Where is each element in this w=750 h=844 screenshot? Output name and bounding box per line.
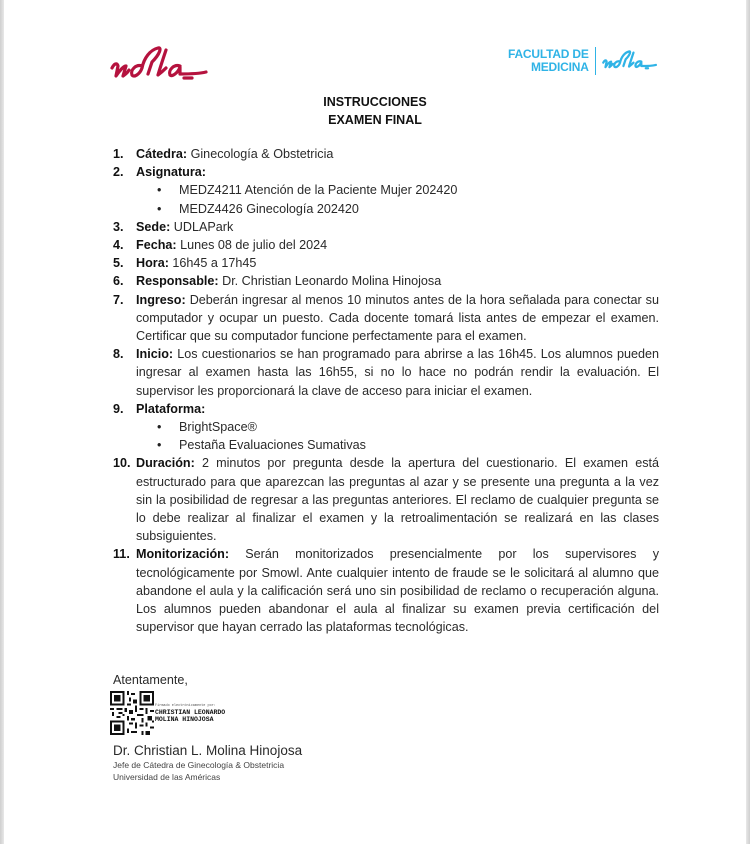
signer-block: [113, 742, 302, 783]
instructions-list: [113, 145, 659, 636]
asignatura-bullets: [113, 181, 659, 217]
item-plataforma: 9. Plataforma:: [113, 401, 206, 416]
signer-name: Dr. Christian L. Molina Hinojosa: [113, 743, 303, 758]
closing-salutation: Atentamente,: [113, 673, 188, 687]
item-asignatura: 2. Asignatura:: [113, 165, 206, 180]
item-responsable: 6. Responsable: Dr. Christian Leonardo Molina Hinojosa: [113, 274, 442, 289]
item-fecha: 4. Fecha: Lunes 08 de julio del 2024: [113, 238, 328, 253]
item-monitorizacion: 11. Monitorización: Serán monitorizados presencialmente por los supervisores y tecnológicamente por Smowl. Ante cualquier intento de fraude se le solicitará al alumno que abandone el aula y la calificación será uno sin posibilidad de reclamo o recuperación alguna. Los alumnos pueden abandonar el aula al finalizar su examen previa certificación del supervisor que hayan cerrado las plataformas tecnológicas.: [113, 547, 659, 635]
signer-institution: Universidad de las Américas: [113, 772, 221, 782]
facultad-medicina-logo: [508, 44, 657, 78]
item-inicio: 8. Inicio: Los cuestionarios se han programado para abrirse a las 16h45. Los alumnos pueden ingresar al examen hasta las 16h55, si no lo hace no podrán rendir la evaluación. El supervisor les proporcionará la clave de acceso para iniciar el examen.: [113, 347, 659, 398]
plataforma-bullets: [113, 418, 659, 454]
logo-divider: [595, 47, 596, 75]
udla-logo-icon: [601, 47, 657, 75]
signer-role: Jefe de Cátedra de Ginecología & Obstetricia: [113, 760, 285, 770]
list-item: • MEDZ4426 Ginecología 202420: [113, 200, 659, 218]
qr-code-icon: [110, 691, 154, 735]
item-ingreso: 7. Ingreso: Deberán ingresar al menos 10 minutos antes de la hora señalada para conectar su computador y ocupar un puesto. Cada docente tomará lista antes de empezar el examen. Certificar que su computador funcione perfectamente para el examen.: [113, 292, 659, 344]
list-item: • BrightSpace®: [113, 418, 659, 436]
item-duracion: 10. Duración: 2 minutos por pregunta desde la apertura del cuestionario. El examen está estructurado para que aparezcan las preguntas al azar y se presente una pregunta a la vez sin la posibilidad de regresar a las preguntas anteriores. El reclamo de cualquier pregunta se lo debe realizar al finalizar el examen y la retroalimentación se realizará en las clases subsiguientes.: [113, 456, 659, 544]
electronic-signature: [110, 691, 225, 735]
list-item: • Pestaña Evaluaciones Sumativas: [113, 436, 659, 454]
item-hora: 5. Hora: 16h45 a 17h45: [113, 256, 257, 271]
list-item: • MEDZ4211 Atención de la Paciente Mujer 202420: [113, 181, 659, 199]
udla-logo-icon: [108, 40, 208, 90]
signature-text: Firmado electrónicamente por: CHRISTIAN LEONARDO MOLINA HINOJOSA: [155, 703, 226, 723]
document-title: INSTRUCCIONES EXAMEN FINAL: [323, 95, 427, 127]
facultad-text: FACULTAD DE MEDICINA: [508, 47, 589, 74]
item-catedra: 1. Cátedra: Ginecología & Obstetricia: [113, 147, 334, 161]
item-sede: 3. Sede: UDLAPark: [113, 219, 234, 234]
